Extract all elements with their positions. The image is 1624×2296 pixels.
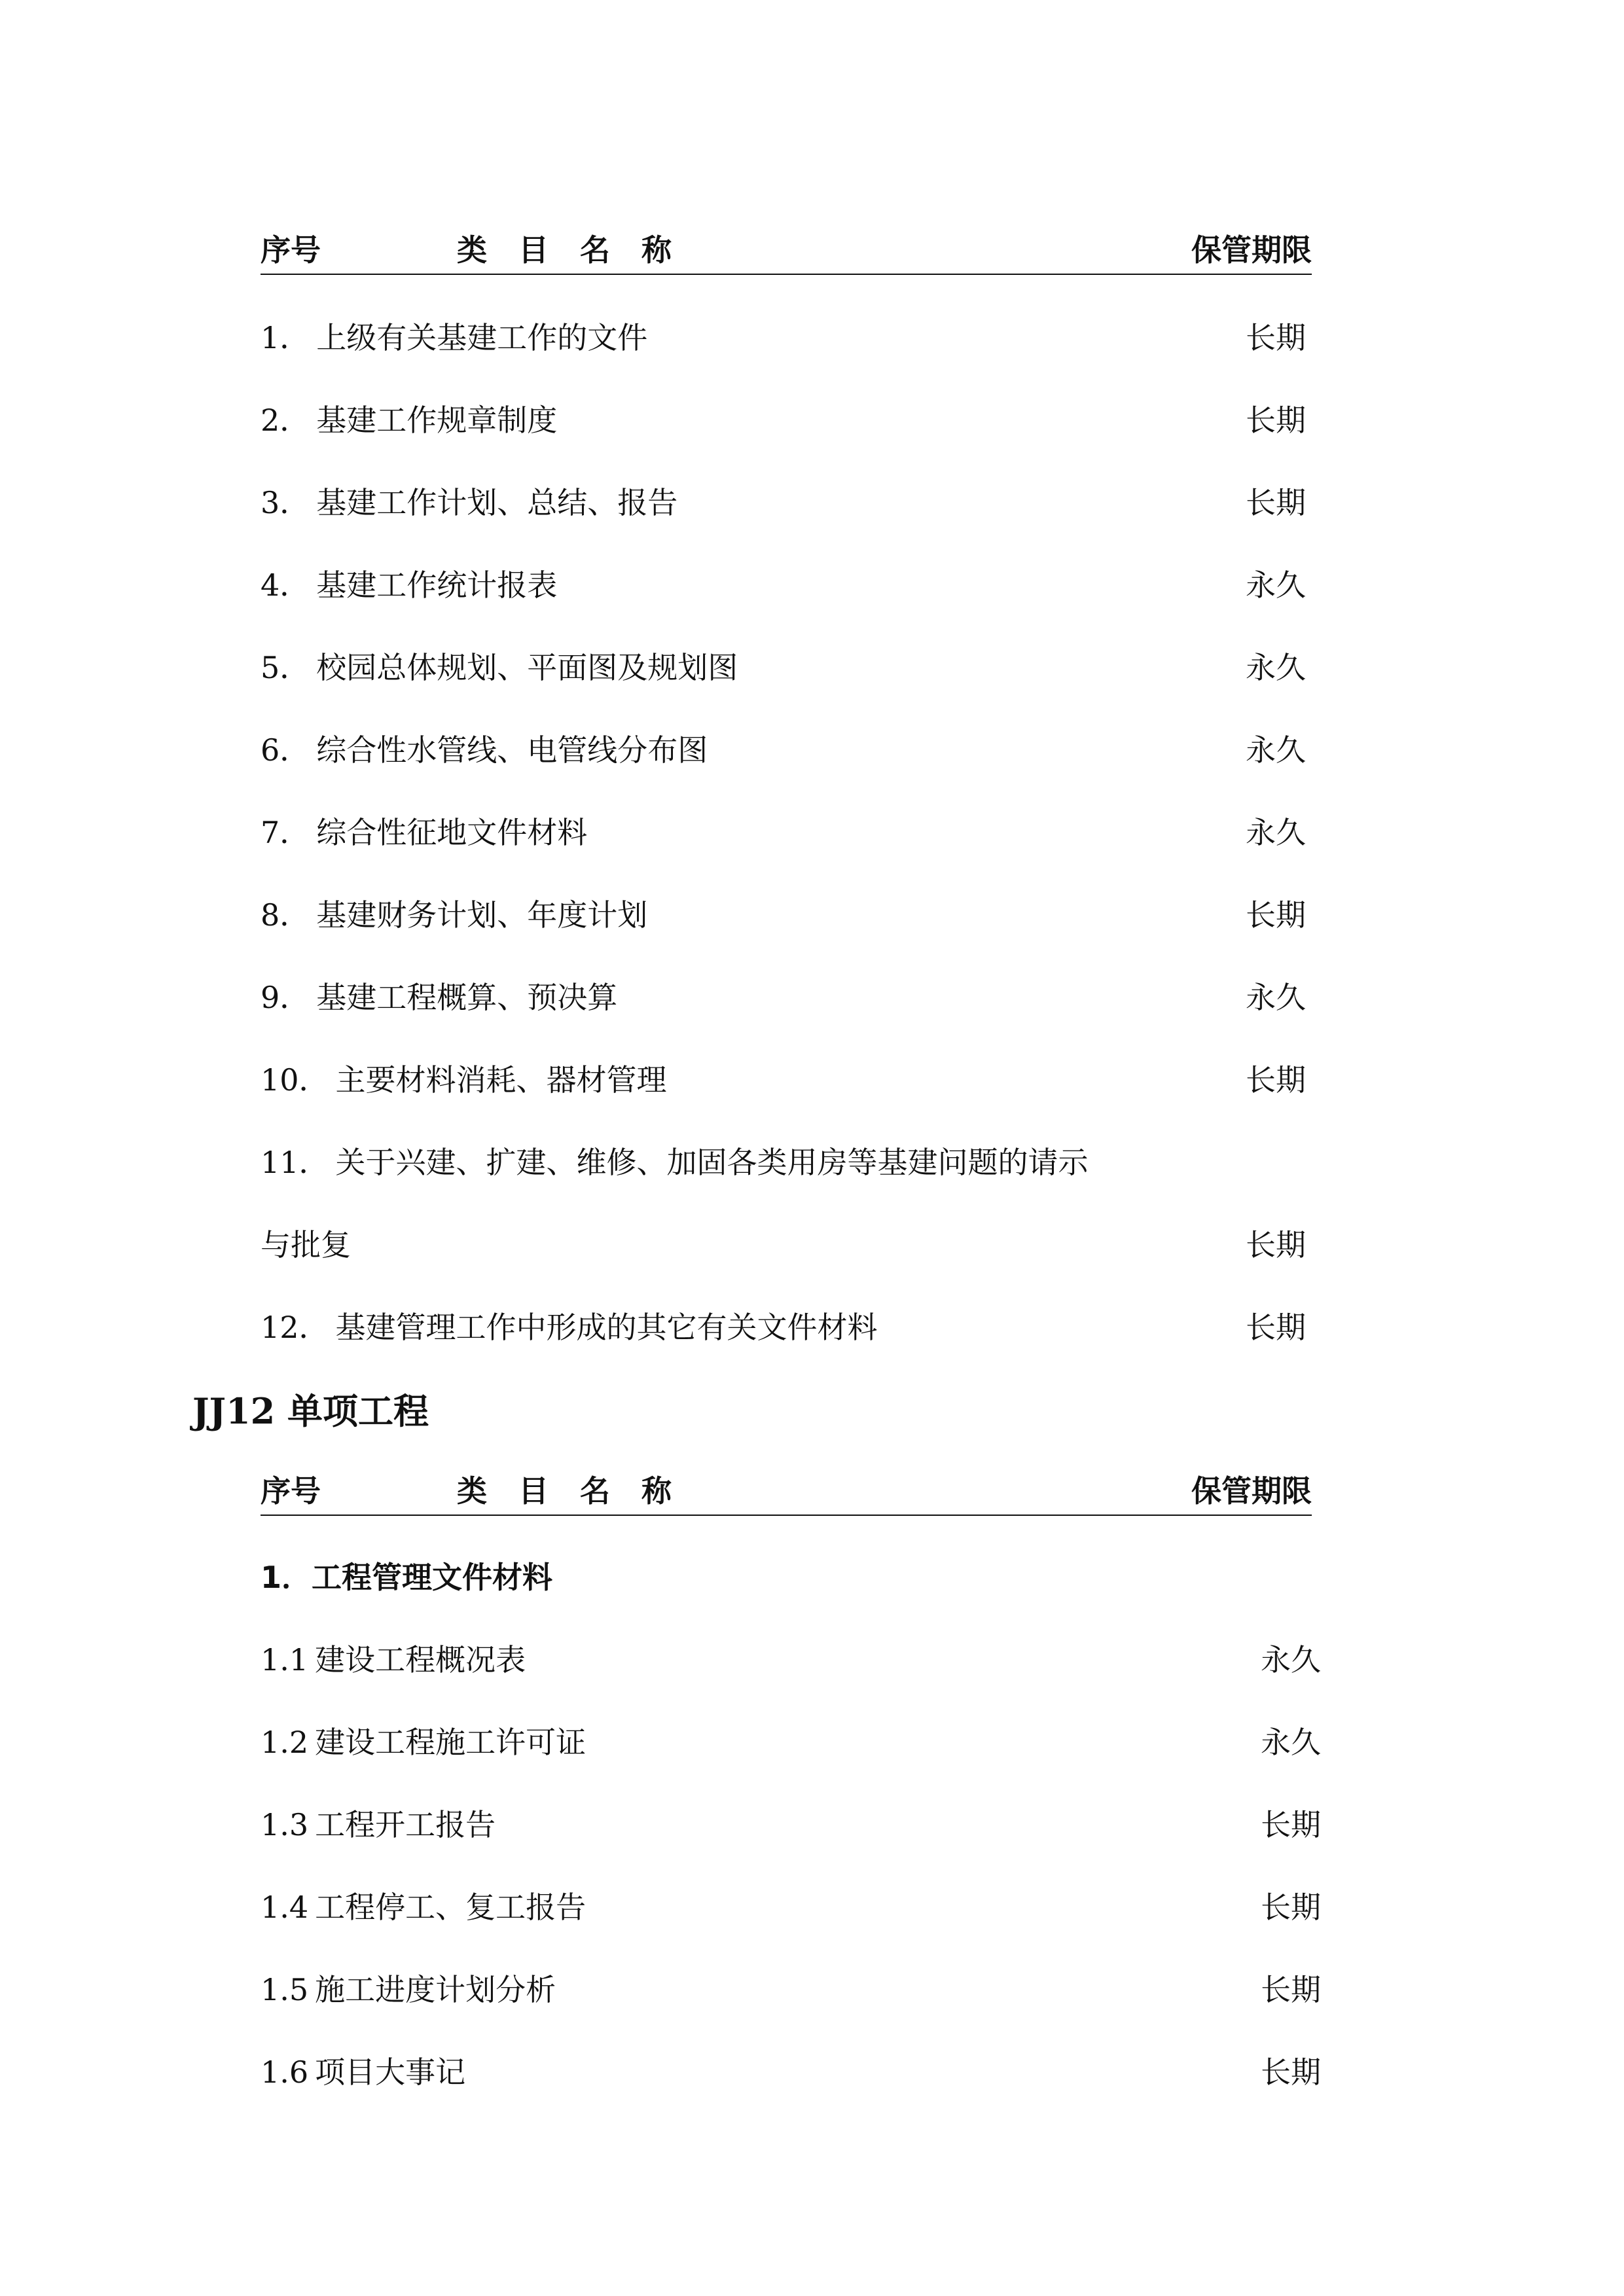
item-text: 主要材料消耗、器材管理 — [335, 1062, 667, 1098]
item-text: 建设工程概况表 — [315, 1642, 526, 1677]
item-number: 1． — [261, 320, 310, 355]
item-text: 基建工作规章制度 — [316, 403, 558, 438]
table-header — [261, 1470, 1312, 1516]
item-number: 1.3 — [261, 1807, 309, 1842]
item-number: 1.5 — [261, 1972, 309, 2007]
item-number: 2． — [261, 403, 310, 438]
item-text: 校园总体规划、平面图及规划图 — [316, 650, 738, 685]
item-number: 8． — [261, 897, 310, 933]
item-number: 11． — [261, 1145, 329, 1180]
header-category-name: 类 目 名 称 — [457, 232, 683, 268]
item-text: 综合性水管线、电管线分布图 — [316, 732, 708, 768]
item-period: 永久 — [1246, 650, 1306, 685]
item-text: 基建工作统计报表 — [316, 567, 558, 603]
item-period: 永久 — [1261, 1725, 1321, 1760]
item-number: 12． — [261, 1310, 329, 1345]
item-text: 基建工程概算、预决算 — [316, 980, 618, 1015]
item-text: 上级有关基建工作的文件 — [316, 320, 648, 355]
item-number: 5． — [261, 650, 310, 685]
item-text: 基建财务计划、年度计划 — [316, 897, 648, 933]
item-period: 长期 — [1246, 1310, 1306, 1345]
item-period: 长期 — [1261, 1972, 1321, 2007]
item-text: 工程开工报告 — [315, 1807, 496, 1842]
item-text: 与批复 — [261, 1227, 351, 1263]
item-period: 长期 — [1261, 1807, 1321, 1842]
item-number: 3． — [261, 485, 310, 520]
item-period: 长期 — [1261, 1890, 1321, 1925]
item-text: 建设工程施工许可证 — [315, 1725, 586, 1760]
header-serial-number: 序号 — [261, 1473, 321, 1509]
item-period: 长期 — [1246, 320, 1306, 355]
table-header — [261, 229, 1312, 275]
item-period: 长期 — [1261, 2054, 1321, 2090]
item-text: 关于兴建、扩建、维修、加固各类用房等基建问题的请示 — [335, 1145, 1089, 1180]
item-number: 7． — [261, 815, 310, 850]
item-text: 施工进度计划分析 — [315, 1972, 556, 2007]
item-number: 4． — [261, 567, 310, 603]
item-period: 永久 — [1246, 980, 1306, 1015]
item-number: 1.6 — [261, 2054, 309, 2090]
item-period: 永久 — [1246, 815, 1306, 850]
header-retention-period: 保管期限 — [1191, 1473, 1312, 1509]
header-serial-number: 序号 — [261, 232, 321, 268]
item-number: 1.1 — [261, 1642, 309, 1677]
item-text: 工程停工、复工报告 — [315, 1890, 586, 1925]
item-period: 永久 — [1261, 1642, 1321, 1677]
item-number: 6． — [261, 732, 310, 768]
item-number: 1.2 — [261, 1725, 309, 1760]
item-period: 永久 — [1246, 732, 1306, 768]
item-text: 项目大事记 — [315, 2054, 466, 2090]
header-category-name: 类 目 名 称 — [457, 1473, 683, 1509]
item-period: 永久 — [1246, 567, 1306, 603]
header-underline — [261, 1515, 1312, 1516]
item-number: 9． — [261, 980, 310, 1015]
item-number: 1.4 — [261, 1890, 309, 1925]
item-period: 长期 — [1246, 897, 1306, 933]
header-retention-period: 保管期限 — [1191, 232, 1312, 268]
section-title: JJ12 单项工程 — [192, 1390, 429, 1432]
item-period: 长期 — [1246, 1227, 1306, 1263]
item-text: 基建工作计划、总结、报告 — [316, 485, 678, 520]
item-period: 长期 — [1246, 485, 1306, 520]
header-underline — [261, 274, 1312, 275]
item-text: 基建管理工作中形成的其它有关文件材料 — [335, 1310, 878, 1345]
item-text: 综合性征地文件材料 — [316, 815, 588, 850]
item-number: 10． — [261, 1062, 329, 1098]
item-period: 长期 — [1246, 1062, 1306, 1098]
group-title: 1．工程管理文件材料 — [261, 1560, 553, 1595]
item-period: 长期 — [1246, 403, 1306, 438]
